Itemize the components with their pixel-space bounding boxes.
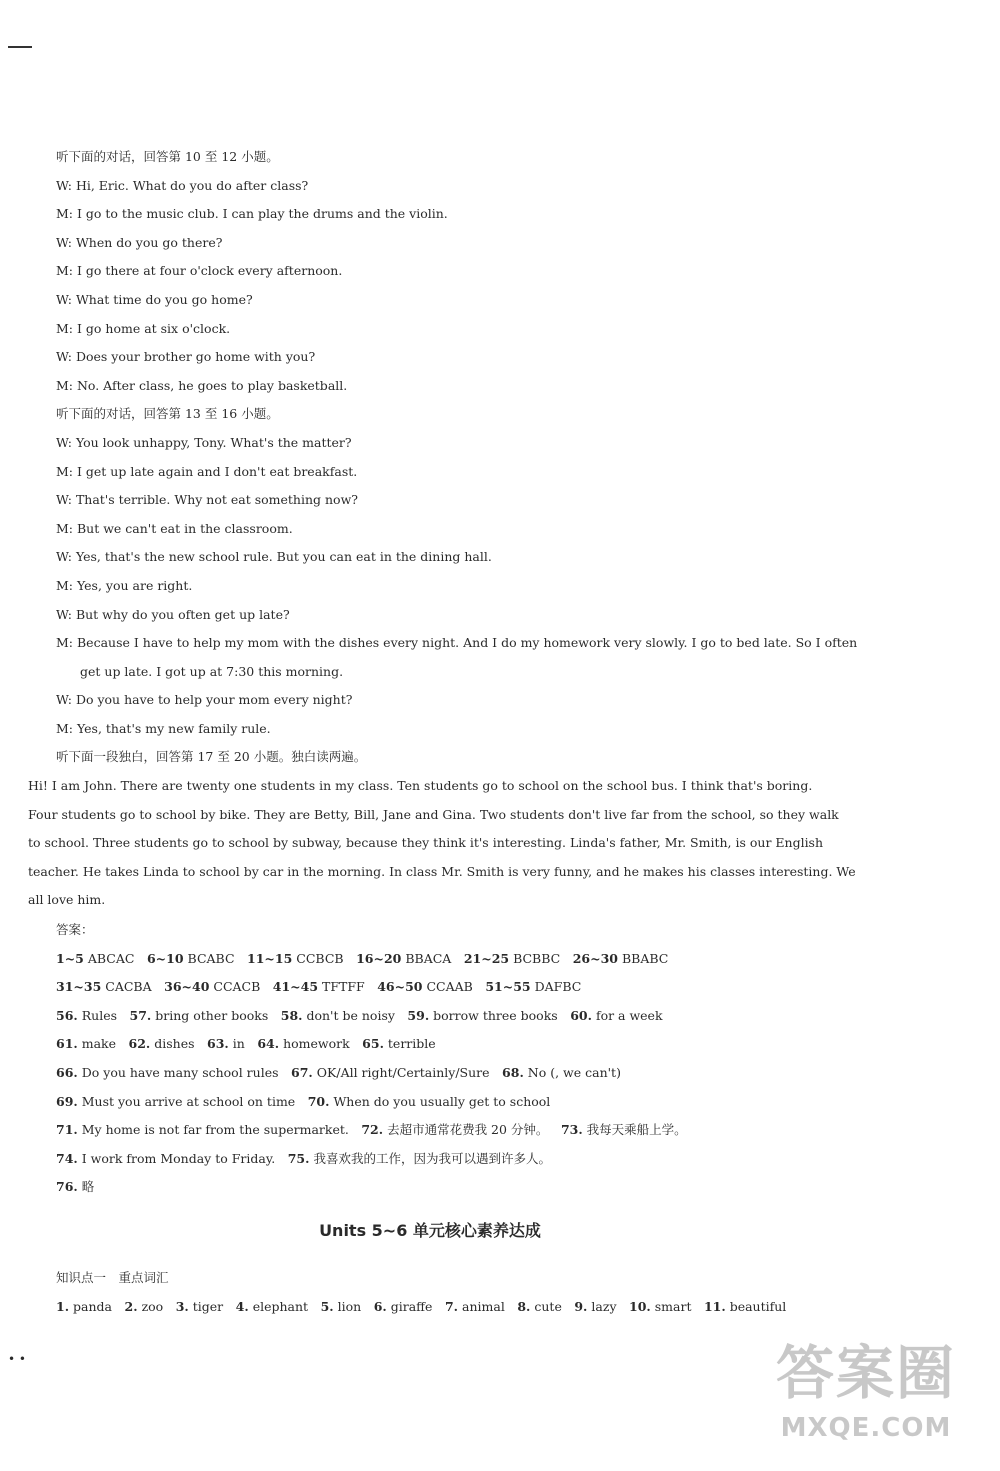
answer-number: 74. — [56, 1150, 78, 1166]
answer-number: 59. — [407, 1007, 430, 1023]
answer-row — [56, 1059, 856, 1088]
answer-row — [56, 1173, 856, 1202]
answer-number: 76. — [56, 1179, 78, 1195]
dialog-line: W: Hi, Eric. What do you do after class? — [56, 177, 309, 193]
knowledge-section — [56, 1264, 799, 1321]
monologue-line: to school. Three students go to school by subway, because they think it's interesting. Linda's father, Mr. Smith, is our English — [28, 835, 824, 851]
answer-row — [56, 1145, 856, 1174]
dialog-line: M: I go to the music club. I can play the drums and the violin. — [56, 206, 448, 222]
vocab-number: 5. — [320, 1298, 334, 1314]
vocab-word: elephant — [252, 1298, 309, 1314]
vocab-number: 1. — [56, 1298, 70, 1314]
dialog-line: 听下面的对话，回答第 10 至 12 小题。 — [56, 149, 279, 164]
vocab-number: 11. — [703, 1298, 726, 1314]
dialog-line: M: Yes, you are right. — [56, 577, 193, 593]
answer-number: 1~5 — [56, 950, 84, 966]
vocab-number: 8. — [517, 1298, 531, 1314]
answer-number: 61. — [56, 1036, 78, 1052]
answer-value: My home is not far from the supermarket. — [81, 1122, 349, 1138]
answer-value: 去超市通常花费我 20 分钟。 — [387, 1122, 549, 1138]
answer-number: 26~30 — [572, 950, 618, 966]
dialog-line: W: Do you have to help your mom every night? — [56, 692, 353, 708]
dialog-line: 听下面一段独白，回答第 17 至 20 小题。独白读两遍。 — [56, 749, 367, 765]
answer-value: bring other books — [155, 1007, 269, 1023]
answer-value: CCACB — [213, 979, 261, 995]
answer-value: dishes — [154, 1036, 195, 1052]
answer-number: 62. — [128, 1036, 151, 1052]
answer-number: 56. — [56, 1007, 78, 1023]
dialog-line: M: No. After class, he goes to play basketball. — [56, 377, 348, 393]
answer-number: 57. — [129, 1007, 152, 1023]
answer-number: 41~45 — [272, 979, 319, 995]
section-title: Units 5~6 单元核心素养达成 — [319, 1221, 541, 1240]
watermark-url: MXQE.COM — [780, 1413, 952, 1443]
vocab-word: animal — [462, 1298, 505, 1314]
watermark-logo-text: 答案圈 — [775, 1339, 956, 1407]
answer-number: 51~55 — [485, 979, 531, 995]
answer-number: 21~25 — [463, 950, 510, 966]
answer-number: 63. — [207, 1036, 229, 1052]
dialog-line: M: Yes, that's my new family rule. — [56, 720, 271, 736]
dialog-line: W: Yes, that's the new school rule. But you can eat in the dining hall. — [56, 549, 492, 565]
vocab-word: zoo — [141, 1298, 164, 1314]
monologue-line: Hi! I am John. There are twenty one students in my class. Ten students go to school on the school bus. I think that's boring. — [28, 778, 813, 793]
answer-value: CCAAB — [426, 979, 473, 995]
vocab-word: lion — [337, 1298, 362, 1314]
site-watermark — [746, 1333, 986, 1463]
answer-value: BCABC — [187, 950, 235, 966]
vocab-number: 7. — [444, 1298, 459, 1314]
vocab-list — [56, 1293, 799, 1322]
page-mark: • • — [8, 1352, 26, 1366]
answer-number: 70. — [307, 1093, 330, 1109]
vocab-word: lazy — [591, 1298, 617, 1314]
answer-row — [56, 1116, 856, 1145]
answer-row — [56, 973, 856, 1002]
dialog-line: W: Does your brother go home with you? — [56, 349, 316, 365]
answers-heading: 答案： — [56, 922, 94, 937]
answer-number: 73. — [560, 1122, 583, 1138]
answer-value: TFTFF — [322, 979, 365, 995]
answer-number: 66. — [56, 1064, 78, 1080]
answer-value: BBACA — [405, 950, 452, 966]
vocab-number: 2. — [124, 1298, 138, 1314]
dialog-line: 听下面的对话，回答第 13 至 16 小题。 — [56, 406, 279, 422]
answer-number: 6~10 — [146, 950, 184, 966]
answer-value: 略 — [81, 1179, 95, 1195]
answer-number: 36~40 — [164, 979, 210, 995]
answer-value: make — [81, 1036, 117, 1052]
answer-value: I work from Monday to Friday. — [81, 1150, 276, 1166]
answer-value: When do you usually get to school — [333, 1093, 551, 1109]
dialog-line: M: I get up late again and I don't eat breakfast. — [56, 463, 358, 479]
answer-number: 72. — [361, 1122, 384, 1138]
vocab-word: beautiful — [729, 1298, 787, 1314]
answer-value: OK/All right/Certainly/Sure — [316, 1064, 490, 1080]
answer-value: BBABC — [621, 950, 669, 966]
vocab-number: 10. — [629, 1298, 651, 1314]
answer-value: Do you have many school rules — [81, 1064, 279, 1080]
dialog-line: W: That's terrible. Why not eat something now? — [56, 492, 358, 508]
answer-value: terrible — [387, 1036, 436, 1052]
answer-number: 64. — [257, 1036, 280, 1052]
answer-value: ABCAC — [87, 950, 135, 966]
answer-row — [56, 1030, 856, 1059]
vocab-number: 9. — [574, 1298, 588, 1314]
answer-number: 67. — [291, 1064, 313, 1080]
answer-value: BCBBC — [513, 950, 561, 966]
answer-value: Rules — [81, 1007, 118, 1023]
answer-value: 我喜欢我的工作，因为我可以遇到许多人。 — [313, 1150, 551, 1166]
answer-value: Must you arrive at school on time — [81, 1093, 296, 1109]
listening-dialogues — [56, 143, 858, 772]
dialog-line: M: But we can't eat in the classroom. — [56, 520, 293, 536]
answer-value: CACBA — [105, 979, 152, 995]
monologue-line: Four students go to school by bike. They are Betty, Bill, Jane and Gina. Two students don't live far from the school, so they walk — [28, 806, 839, 822]
answer-value: CCBCB — [296, 950, 344, 966]
vocab-word: tiger — [192, 1298, 224, 1314]
dialog-line: M: I go home at six o'clock. — [56, 320, 231, 336]
monologue-line: teacher. He takes Linda to school by car in the morning. In class Mr. Smith is very funny, and he makes his classes interesting. We — [28, 863, 856, 879]
monologue-paragraph — [28, 772, 856, 915]
answer-value: don't be noisy — [306, 1007, 395, 1023]
vocab-word: smart — [654, 1298, 692, 1314]
answer-value: 我每天乘船上学。 — [586, 1122, 687, 1138]
answer-number: 65. — [362, 1036, 384, 1052]
dialog-line: W: What time do you go home? — [56, 291, 253, 307]
knowledge-heading: 知识点一 重点词汇 — [56, 1270, 169, 1285]
answer-value: borrow three books — [433, 1007, 558, 1023]
vocab-number: 6. — [373, 1298, 387, 1314]
answer-number: 11~15 — [247, 950, 293, 966]
answer-value: homework — [283, 1036, 350, 1052]
answers-section — [56, 916, 856, 1202]
answer-row — [56, 1002, 856, 1031]
answer-number: 16~20 — [356, 950, 402, 966]
answer-number: 46~50 — [377, 979, 423, 995]
dialog-line: M: Because I have to help my mom with the dishes every night. And I do my homework very slowly. I go to bed late. So I often — [56, 635, 858, 651]
vocab-number: 3. — [175, 1298, 189, 1314]
answer-number: 31~35 — [56, 979, 102, 995]
monologue-line: all love him. — [28, 892, 106, 908]
answer-value: in — [232, 1036, 245, 1052]
dialog-line: M: I go there at four o'clock every afternoon. — [56, 263, 343, 279]
answer-number: 75. — [287, 1150, 310, 1166]
answer-number: 58. — [280, 1007, 303, 1023]
answer-value: No (, we can't) — [527, 1064, 621, 1080]
vocab-word: cute — [534, 1298, 562, 1314]
dialog-line: W: When do you go there? — [56, 234, 223, 250]
top-rule — [8, 46, 32, 48]
answer-value: DAFBC — [534, 979, 582, 995]
answer-row — [56, 945, 856, 974]
answer-number: 68. — [502, 1064, 524, 1080]
answer-number: 69. — [56, 1093, 78, 1109]
vocab-word: panda — [73, 1298, 113, 1314]
vocab-word: giraffe — [390, 1298, 433, 1314]
dialog-line: W: But why do you often get up late? — [56, 606, 290, 622]
answer-number: 71. — [56, 1122, 78, 1138]
answer-value: for a week — [595, 1007, 663, 1023]
dialog-line: get up late. I got up at 7:30 this morning. — [80, 663, 344, 679]
dialog-line: W: You look unhappy, Tony. What's the matter? — [56, 434, 352, 450]
vocab-number: 4. — [235, 1298, 249, 1314]
answer-row — [56, 1088, 856, 1117]
answer-number: 60. — [570, 1007, 592, 1023]
